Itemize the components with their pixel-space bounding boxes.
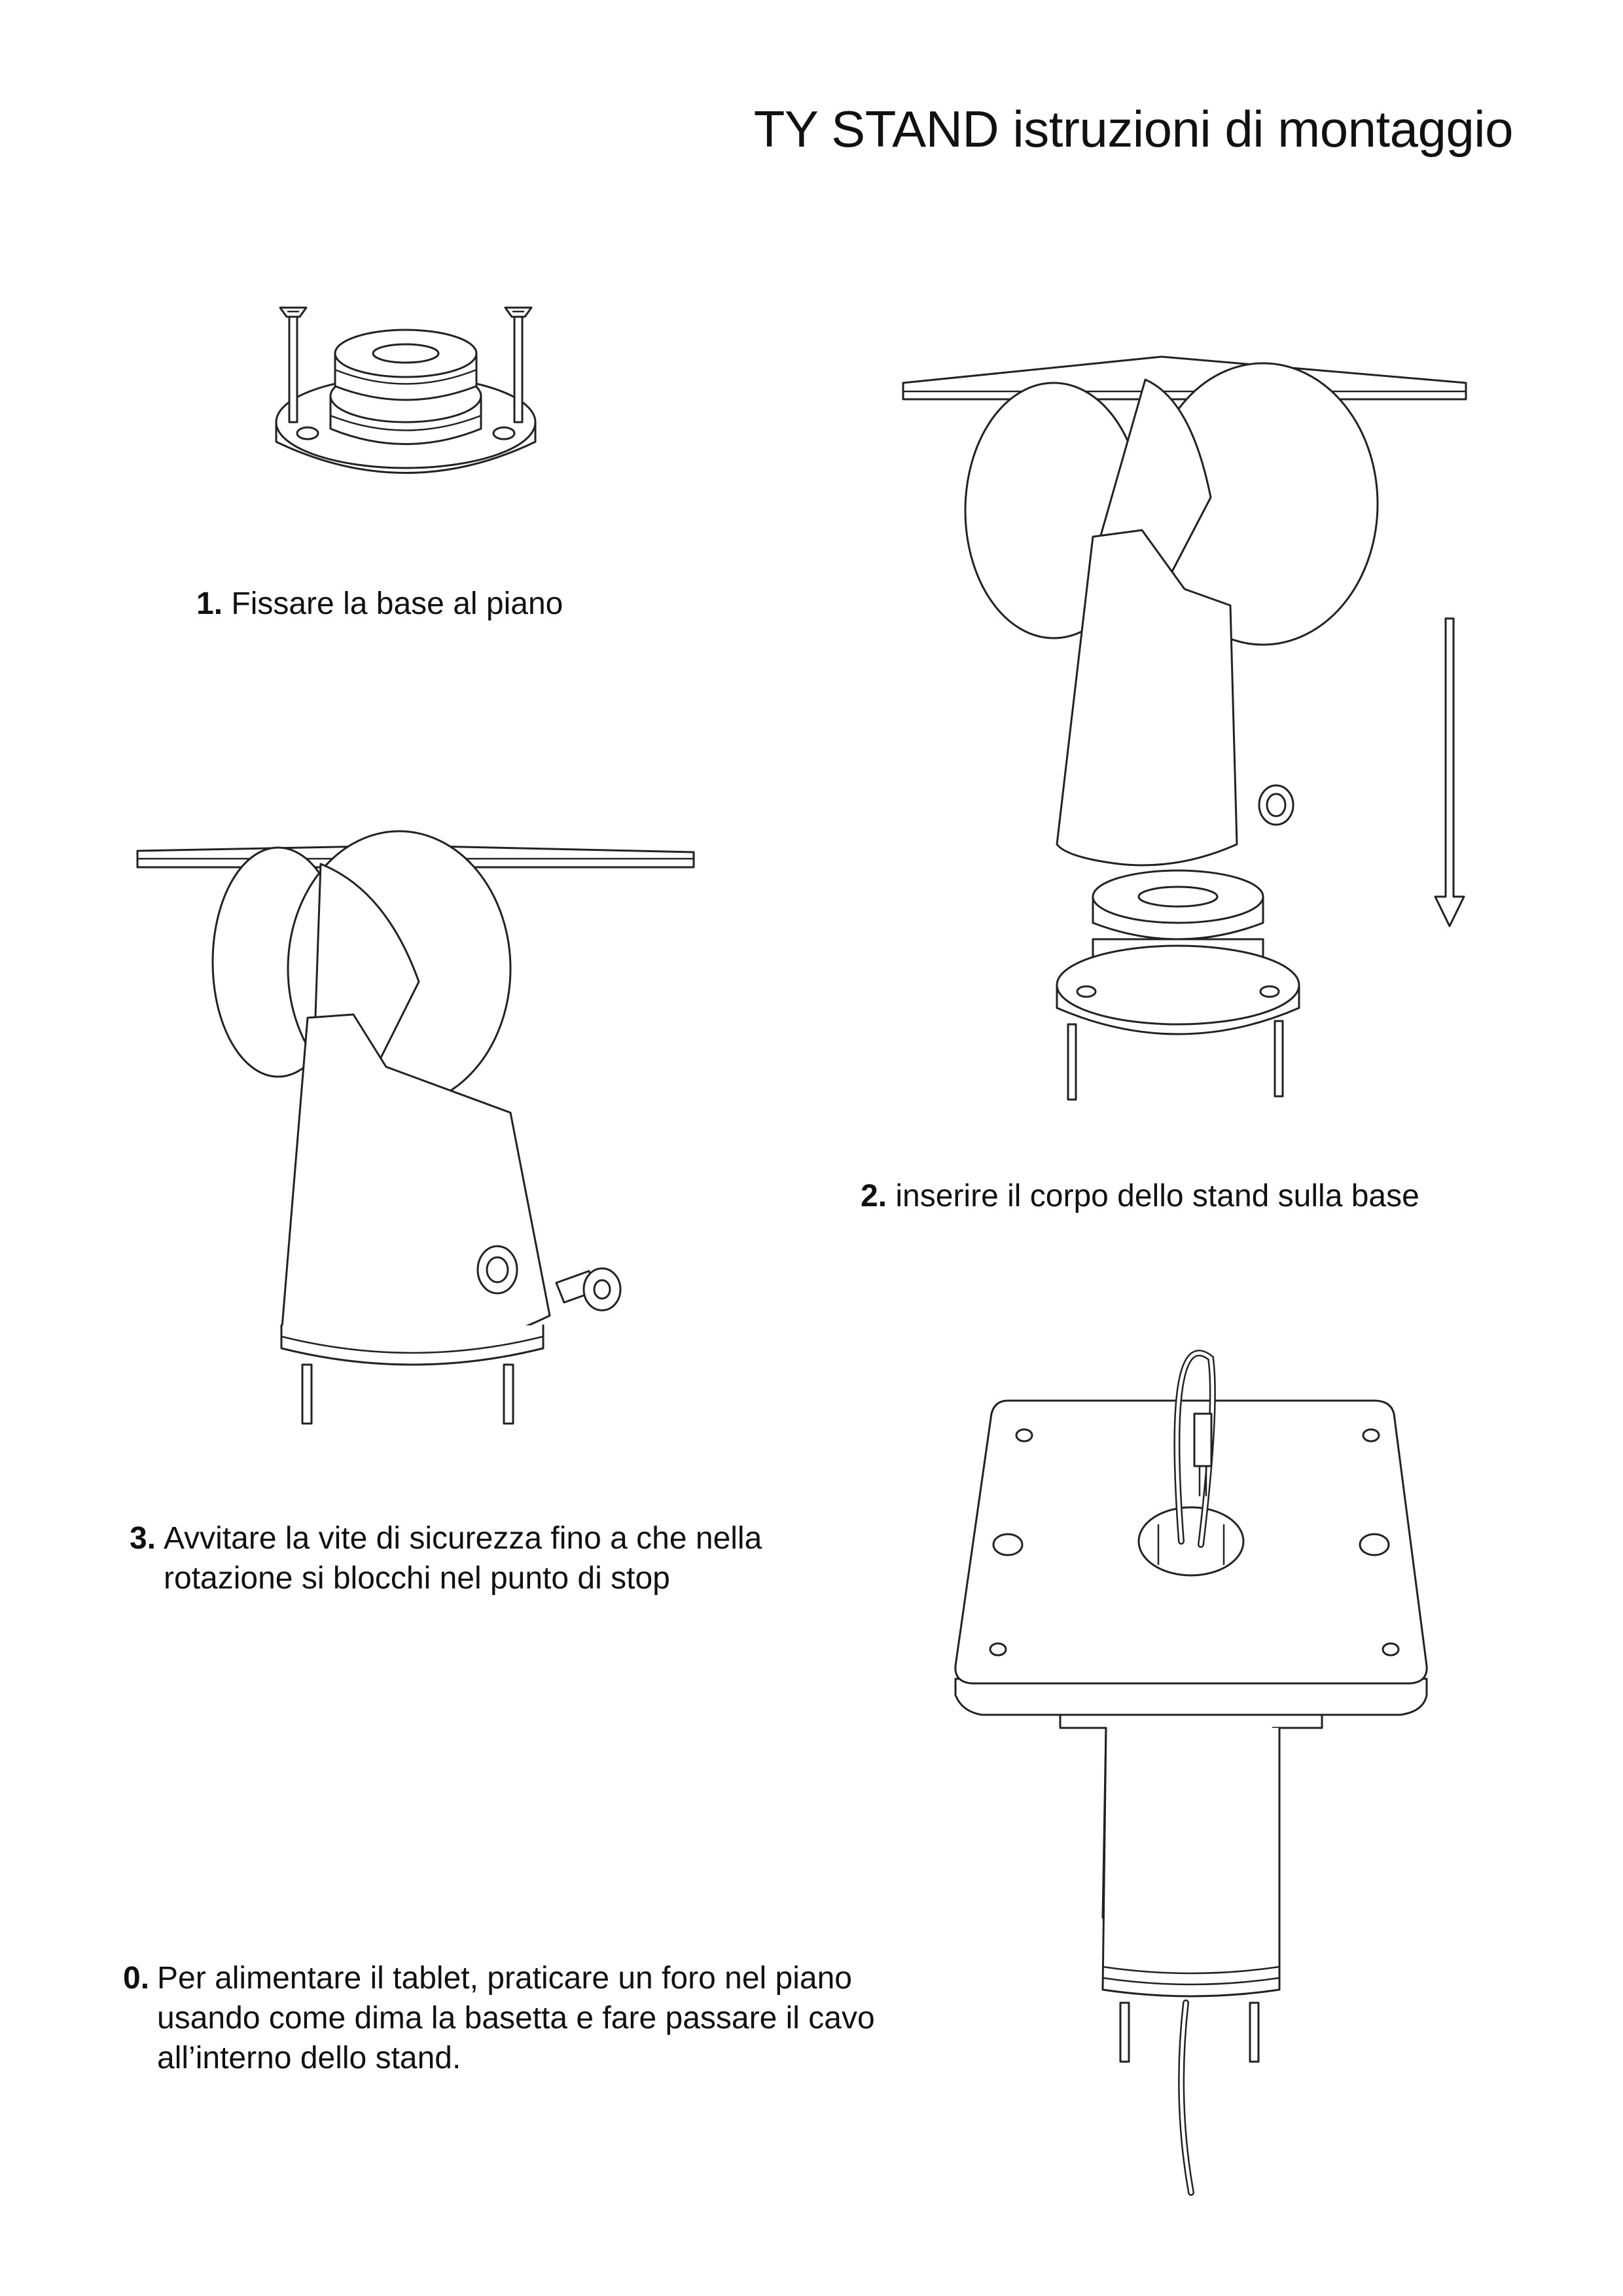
step-1-caption xyxy=(196,584,563,624)
step-2-text: inserire il corpo dello stand sulla base xyxy=(895,1179,1419,1213)
step-1-text: Fissare la base al piano xyxy=(231,586,563,621)
base-with-screws-illustration xyxy=(262,288,550,511)
stand-body-inserted-on-base-illustration xyxy=(897,347,1486,1106)
step-3-text: Avvitare la vite di sicurezza fino a che nella rotazione si blocchi nel punto di stop xyxy=(164,1521,762,1596)
stand-with-safety-screw-illustration xyxy=(131,838,720,1440)
stand-with-cable-through-plate-illustration xyxy=(942,1348,1440,2199)
step-2-caption xyxy=(861,1176,1419,1216)
step-1-number: 1. xyxy=(196,586,223,621)
down-arrow-icon xyxy=(1430,619,1469,933)
step-0-number: 0. xyxy=(123,1961,150,1996)
step-3-number: 3. xyxy=(130,1521,156,1556)
step-0-text: Per alimentare il tablet, praticare un foro nel piano usando come dima la basetta e fare passare il cavo all’interno dello stand. xyxy=(157,1961,875,2075)
step-3-caption xyxy=(130,1518,863,1598)
step-0-caption xyxy=(123,1958,908,2078)
page-title: TY STAND istruzioni di montaggio xyxy=(753,100,1513,158)
step-2-number: 2. xyxy=(861,1179,887,1213)
